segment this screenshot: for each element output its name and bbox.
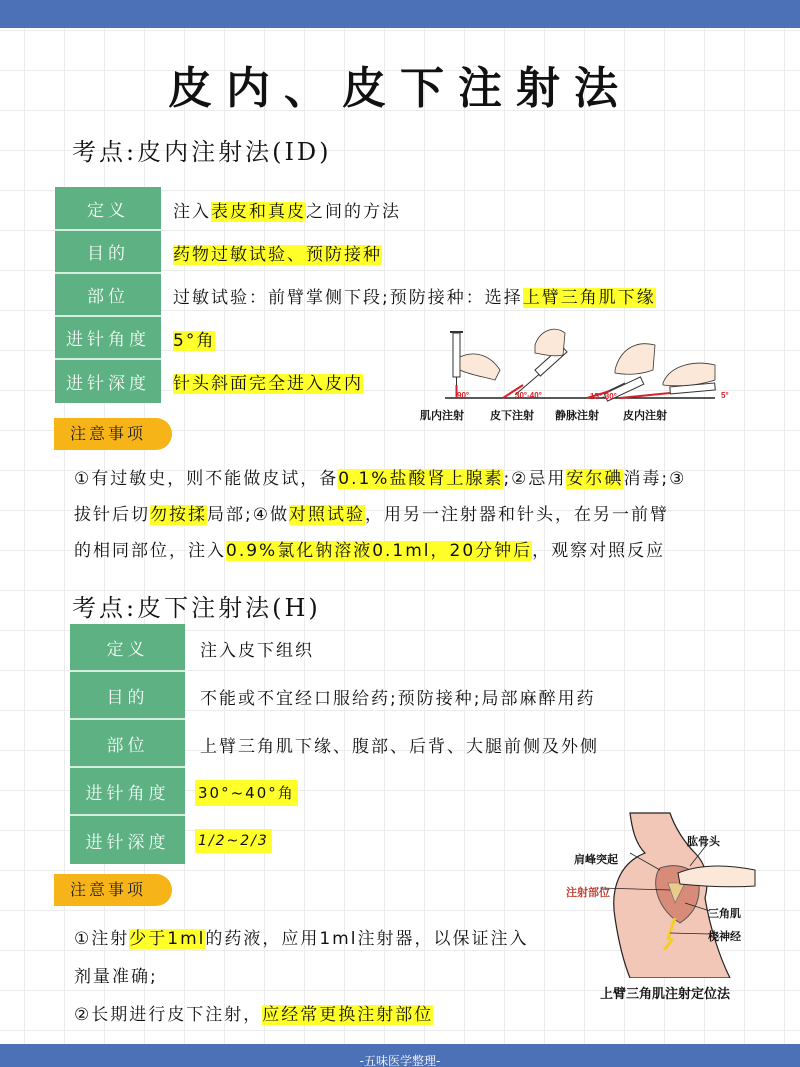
note-text: ，观察对照反应	[532, 541, 666, 561]
note-line	[74, 958, 528, 996]
row-label: 部位	[70, 720, 185, 768]
note-text: 的药液，应用1ml注射器，以保证注入	[205, 929, 529, 949]
row-label: 进针角度	[55, 317, 161, 360]
label-deltoid: 三角肌	[708, 908, 741, 920]
angle-label: 90°	[457, 391, 470, 400]
row-value	[185, 636, 314, 661]
highlight-text: 勿按揉	[150, 505, 207, 525]
highlight-text: 对照试验	[288, 505, 365, 525]
top-bar	[0, 0, 800, 28]
value-text: 上臂三角肌下缘、腹部、后背、大腿前侧及外侧	[200, 736, 599, 757]
figure-label: 静脉注射	[555, 410, 599, 422]
figure-caption: 上臂三角肌注射定位法	[600, 986, 731, 1001]
row-label: 定义	[55, 187, 161, 231]
figure-label: 皮内注射	[623, 410, 667, 422]
note-text: 拔针后切	[74, 505, 150, 525]
note-line	[74, 996, 528, 1034]
note-text: 的相同部位，注入	[74, 541, 226, 561]
note-text: ①注射	[74, 929, 130, 949]
row-value	[161, 369, 363, 394]
table-row-definition	[55, 187, 656, 231]
highlight-text: 1/2~2/3	[195, 829, 272, 853]
highlight-text: 上臂三角肌下缘	[522, 288, 656, 308]
note-text: ;②忌用	[503, 469, 567, 489]
notes-intradermal	[74, 461, 686, 569]
page-title: 皮内、皮下注射法	[168, 63, 632, 114]
row-value	[185, 830, 272, 850]
value-text: 之间的方法	[306, 201, 401, 222]
subcutaneous-table	[70, 624, 599, 864]
deltoid-injection-figure	[560, 808, 770, 1003]
note-text: 消毒;③	[623, 469, 687, 489]
note-text: ，用另一注射器和针头，在另一前臂	[364, 505, 669, 525]
highlight-text: 应经常更换注射部位	[262, 1005, 434, 1025]
note-text: ①有过敏史，则不能做皮试，备	[74, 469, 339, 489]
highlight-text: 30°~40°角	[195, 780, 298, 806]
injection-angle-figure	[415, 325, 735, 425]
highlight-text: 针头斜面完全进入皮内	[173, 374, 363, 394]
value-text: 不能或不宜经口服给药;预防接种;局部麻醉用药	[200, 688, 596, 709]
label-humerus-head: 肱骨头	[687, 836, 720, 848]
angle-label: 30°-40°	[515, 391, 542, 400]
table-row-definition	[70, 624, 599, 672]
row-label: 进针角度	[70, 768, 185, 816]
figure-label: 皮下注射	[490, 410, 534, 422]
label-injection-site: 注射部位	[566, 887, 610, 899]
section-heading-subcutaneous: 考点:皮下注射法(H)	[72, 594, 321, 622]
highlight-text: 0.9%氯化钠溶液0.1ml，20分钟后	[226, 541, 533, 561]
table-row-site	[55, 274, 656, 317]
notes-pill-subcutaneous: 注意事项	[54, 874, 172, 906]
row-value	[161, 240, 382, 265]
table-row-depth	[70, 816, 599, 864]
row-label: 目的	[70, 672, 185, 720]
row-value	[161, 326, 215, 351]
row-value	[161, 197, 401, 222]
footer-bar	[0, 1044, 800, 1067]
highlight-text: 表皮和真皮	[211, 201, 306, 222]
section-heading-intradermal: 考点:皮内注射法(ID)	[72, 138, 332, 166]
notes-pill-intradermal: 注意事项	[54, 418, 172, 450]
note-text: 剂量准确;	[74, 967, 158, 987]
row-value	[185, 732, 599, 757]
note-line	[74, 920, 528, 958]
table-row-purpose	[70, 672, 599, 720]
value-text: 注入皮下组织	[200, 640, 314, 661]
row-label: 定义	[70, 624, 185, 672]
row-label: 进针深度	[70, 816, 185, 864]
label-radial-nerve: 桡神经	[708, 931, 741, 943]
table-row-angle	[70, 768, 599, 816]
note-line	[74, 533, 686, 569]
label-acromion: 肩峰突起	[574, 854, 618, 866]
note-line	[74, 497, 686, 533]
row-label: 进针深度	[55, 360, 161, 403]
highlight-text: 药物过敏试验、预防接种	[173, 245, 382, 265]
row-value	[185, 782, 298, 803]
table-row-purpose	[55, 231, 656, 274]
note-text: 局部;④做	[207, 505, 289, 525]
table-row-site	[70, 720, 599, 768]
notes-subcutaneous	[74, 920, 528, 1034]
note-line	[74, 461, 686, 497]
value-text: 过敏试验：前臂掌侧下段;预防接种：选择	[173, 288, 523, 308]
highlight-text: 0.1%盐酸肾上腺素	[338, 469, 504, 489]
highlight-text: 5°角	[173, 331, 216, 351]
figure-label: 肌内注射	[420, 410, 464, 422]
highlight-text: 少于1ml	[129, 929, 206, 949]
footer-text: -五味医学整理-	[359, 1054, 441, 1067]
angle-label: 15°-30°	[590, 392, 617, 401]
angle-label: 5°	[721, 391, 729, 400]
highlight-text: 安尔碘	[566, 469, 624, 489]
row-value	[185, 684, 595, 709]
value-text: 注入	[173, 201, 211, 222]
row-label: 部位	[55, 274, 161, 317]
note-text: ②长期进行皮下注射，	[74, 1005, 263, 1025]
row-label: 目的	[55, 231, 161, 274]
row-value	[161, 283, 656, 308]
